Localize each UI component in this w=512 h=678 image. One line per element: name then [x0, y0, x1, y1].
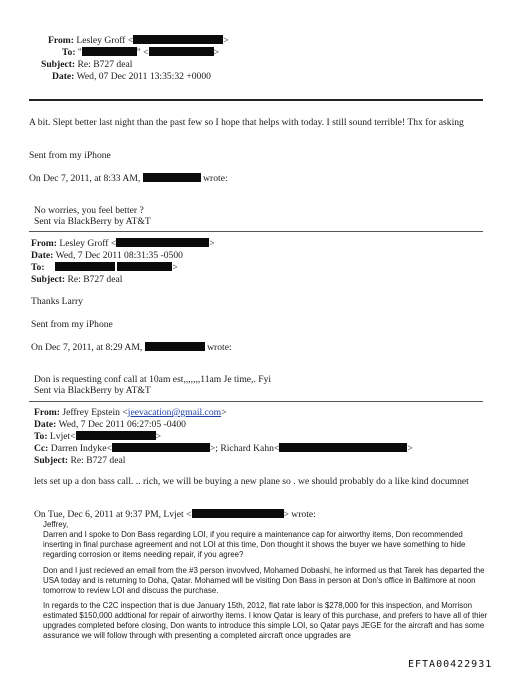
- redaction: [116, 238, 209, 247]
- quoted-paragraph: Darren and I spoke to Don Bass regarding LOI, if you require a maintenance cap for airworthy items, Don recommended inserting in final purchase agreement and not LOI at this time, Don thought it shows the buyer we have something to hide regarding corrosion or items needing repair, if you agree?: [43, 530, 466, 559]
- header-date: [31, 250, 183, 261]
- redaction: [117, 262, 172, 271]
- wrote-prefix: On Tue, Dec 6, 2011 at 9:37 PM, Lvjet <: [34, 509, 192, 520]
- to-value: ": [77, 47, 82, 58]
- redaction: [145, 342, 205, 351]
- cc-label: Cc:: [34, 443, 49, 454]
- cc-value: Darren Indyke<: [50, 443, 112, 454]
- sent-from: Sent from my iPhone: [31, 319, 113, 330]
- bracket: >: [221, 407, 227, 418]
- header-subject: [34, 455, 125, 466]
- quoted-paragraph: Don and I just recieved an email from the #3 person invovlved, Mohamed Dobashi, he informed us that Tarek has departed the USA today and is returning to Doha, Qatar. Mohamed will be visiting Don Bass in person at Don's office in Baltimore at noon tomorrow to review LOI and discuss the purchase.: [43, 566, 485, 595]
- subject-value: Re: B727 deal: [70, 455, 126, 466]
- sent-from: Sent from my iPhone: [29, 150, 111, 161]
- wrote-line: [29, 173, 228, 184]
- wrote-line: [34, 509, 316, 520]
- divider: [29, 231, 483, 232]
- wrote-line: [31, 342, 232, 353]
- redaction: [149, 47, 214, 56]
- date-value: Wed, 7 Dec 2011 08:31:35 -0500: [55, 250, 183, 261]
- email-link[interactable]: jeevacation@gmail.com: [127, 407, 222, 418]
- subject-label: Subject:: [41, 59, 76, 70]
- subject-label: Subject:: [31, 274, 66, 285]
- date-value: Wed, 07 Dec 2011 13:35:32 +0000: [76, 71, 211, 82]
- to-mid: " <: [136, 47, 149, 58]
- message-line: Sent via BlackBerry by AT&T: [34, 385, 151, 396]
- subject-label: Subject:: [34, 455, 69, 466]
- divider: [29, 401, 483, 402]
- redaction: [143, 173, 201, 182]
- bracket: >: [223, 35, 229, 46]
- date-label: Date:: [31, 250, 54, 261]
- bracket: >: [213, 47, 219, 58]
- header-date: [52, 71, 211, 82]
- header-from: [48, 35, 229, 46]
- to-label: To:: [62, 47, 76, 58]
- header-date: [34, 419, 186, 430]
- document-id: EFTA00422931: [408, 659, 493, 670]
- to-label: To:: [31, 262, 45, 273]
- header-cc: [34, 443, 413, 454]
- redaction: [279, 443, 407, 452]
- header-from: [31, 238, 215, 249]
- redaction: [82, 47, 137, 56]
- header-to: [62, 47, 219, 58]
- quoted-paragraph: In regards to the C2C inspection that is due January 15th, 2012, flat rate labor is $278,000 for this inspection, and Morrison estimated $150,000 addtional for repair of airworthy items. I know Qatar is leary of this purchase, and prefers to have all of thier upgrades completed before closing, Don wants to introduce this simple LOI, so Qatar pays JEGE for the aircraft and has some assurance we will follow through with presenting a completed aircraft once upgrades are: [43, 601, 488, 640]
- message-line: No worries, you feel better ?: [34, 205, 144, 216]
- date-value: Wed, 7 Dec 2011 06:27:05 -0400: [58, 419, 186, 430]
- wrote-prefix: On Dec 7, 2011, at 8:29 AM,: [31, 342, 143, 353]
- divider: [29, 99, 483, 101]
- header-to: [31, 262, 178, 273]
- bracket: >: [407, 443, 413, 454]
- to-label: To:: [34, 431, 48, 442]
- redaction: [76, 431, 156, 440]
- wrote-suffix: wrote:: [207, 342, 232, 353]
- message-body: lets set up a don bass call. .. rich, we will be buying a new plane so . we should probably do a like kind documnet: [34, 476, 469, 487]
- bracket: >: [209, 238, 215, 249]
- date-label: Date:: [34, 419, 57, 430]
- header-from: [34, 407, 227, 418]
- message-line: Don is requesting conf call at 10am est,,,,,,,11am Je time,. Fyi: [34, 374, 272, 385]
- to-value: Lvjet<: [49, 431, 76, 442]
- wrote-suffix: > wrote:: [283, 509, 316, 520]
- from-label: From:: [31, 238, 57, 249]
- from-value: Lesley Groff <: [59, 238, 117, 249]
- redaction: [55, 262, 115, 271]
- wrote-suffix: wrote:: [203, 173, 228, 184]
- message-line: Sent via BlackBerry by AT&T: [34, 216, 151, 227]
- header-to: [34, 431, 161, 442]
- date-label: Date:: [52, 71, 75, 82]
- header-subject: [41, 59, 132, 70]
- from-label: From:: [48, 35, 74, 46]
- from-value: Lesley Groff <: [76, 35, 134, 46]
- redaction: [112, 443, 210, 452]
- header-subject: [31, 274, 122, 285]
- from-value: Jeffrey Epstein <: [62, 407, 128, 418]
- message-line: Thanks Larry: [31, 296, 83, 307]
- subject-value: Re: B727 deal: [67, 274, 123, 285]
- redaction: [133, 35, 223, 44]
- from-label: From:: [34, 407, 60, 418]
- cc-mid: >; Richard Kahn<: [209, 443, 280, 454]
- redaction: [192, 509, 284, 518]
- greeting: Jeffrey,: [43, 520, 69, 529]
- message-body: A bit. Slept better last night than the past few so I hope that helps with today. I still sound terrible! Thx for asking: [29, 117, 464, 128]
- subject-value: Re: B727 deal: [77, 59, 133, 70]
- wrote-prefix: On Dec 7, 2011, at 8:33 AM,: [29, 173, 141, 184]
- bracket: >: [172, 262, 178, 273]
- bracket: >: [155, 431, 162, 442]
